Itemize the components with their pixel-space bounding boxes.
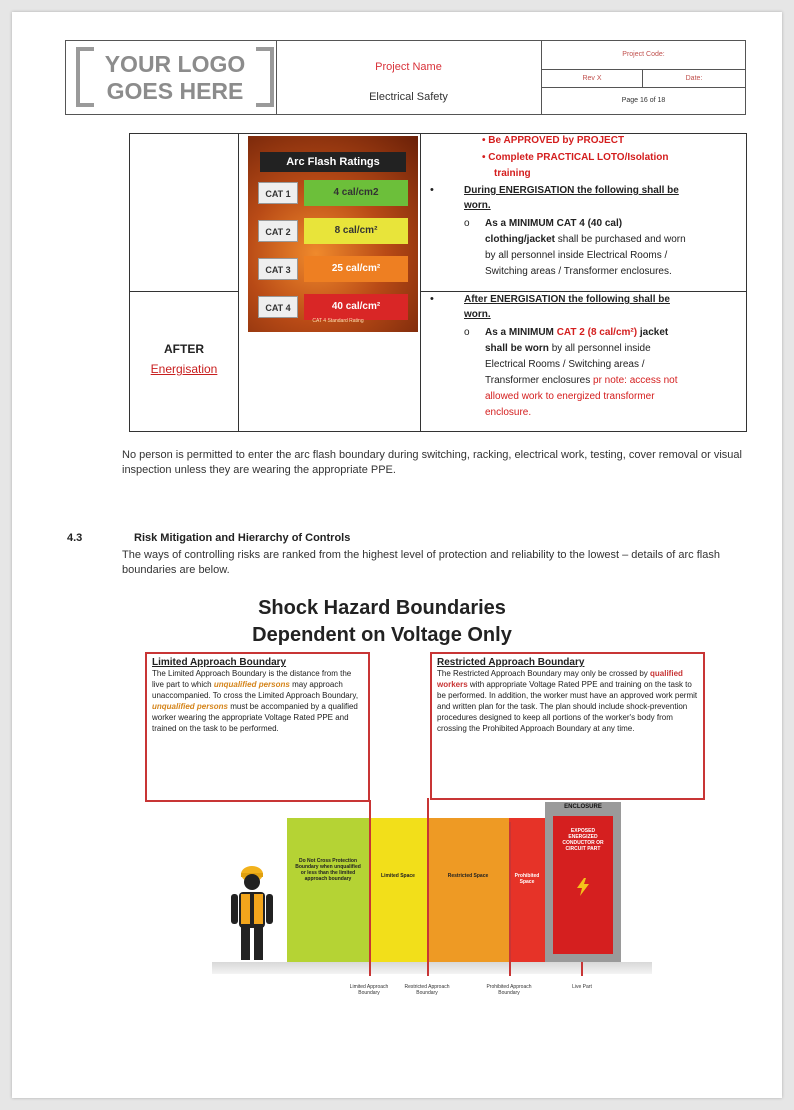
logo-cell: [66, 41, 277, 114]
during-item-line4: Switching areas / Transformer enclosures.: [485, 266, 672, 277]
arc-cat-value: 4 cal/cm2: [304, 180, 408, 206]
limited-text-1: The Limited Approach Boundary is the distance from the live part to which: [152, 669, 352, 689]
arc-flash-title: Arc Flash Ratings: [260, 152, 406, 172]
lightning-icon: [575, 878, 591, 896]
arc-cat-label: CAT 2: [258, 220, 298, 242]
restricted-approach-title: Restricted Approach Boundary: [437, 657, 585, 668]
foot-label-live-part: Live Part: [572, 984, 592, 990]
document-page: [12, 12, 782, 1098]
table-divider: [130, 291, 238, 292]
limited-unqualified-1: unqualified persons: [213, 680, 290, 689]
bullet-dot: •: [430, 184, 434, 196]
arc-cat-value: 8 cal/cm²: [304, 218, 408, 244]
restricted-approach-text: [437, 668, 698, 734]
after-energisation-label: [130, 339, 238, 379]
enclosure-label: ENCLOSURE: [564, 804, 602, 810]
foot-label-limited: Limited Approach Boundary: [349, 984, 389, 996]
bullet-text: Complete PRACTICAL LOTO/Isolation: [488, 152, 669, 163]
ppe-paragraph: No person is permitted to enter the arc flash boundary during switching, racking, electrical work, testing, cover removal or visual inspection unless they are wearing the appropriate PPE.: [122, 449, 742, 476]
table-divider: [420, 134, 421, 431]
project-name: Project Name: [375, 61, 442, 73]
during-item-bold: clothing/jacket: [485, 234, 556, 245]
limited-text-2: may approach unaccompanied. To cross the Limited Approach Boundary,: [152, 680, 359, 700]
after-heading-2: worn.: [464, 309, 491, 320]
zone-label: Limited Space: [381, 873, 415, 879]
list-marker: o: [464, 327, 470, 338]
zone-label: Prohibited Space: [514, 873, 540, 885]
after-item-line4: [485, 373, 678, 388]
date: Date:: [685, 75, 703, 82]
arc-cat-value: 40 cal/cm²: [304, 294, 408, 320]
arc-cat-label: CAT 1: [258, 182, 298, 204]
floor: [212, 962, 652, 974]
during-item-line2: [485, 232, 686, 247]
during-item-line1: [485, 216, 622, 231]
bullet-approved: • Be APPROVED by PROJECT: [482, 135, 625, 146]
energisation-label: Energisation: [150, 362, 218, 376]
section-body: The ways of controlling risks are ranked from the highest level of protection and reliability to the lowest – details of arc flash boundaries are below.: [122, 549, 720, 576]
after-item-line1: [485, 325, 668, 340]
restricted-text-1: The Restricted Approach Boundary may only be crossed by: [437, 669, 648, 678]
live-part-line: [581, 962, 583, 976]
section-title: Risk Mitigation and Hierarchy of Controls: [134, 532, 351, 544]
arc-cat-value: 25 cal/cm²: [304, 256, 408, 282]
during-item-line3: by all personnel inside Electrical Rooms /: [485, 250, 668, 261]
project-code: Project Code:: [542, 41, 745, 70]
after-item-line2: [485, 341, 651, 356]
bullet-training: training: [494, 168, 531, 179]
after-item-line4a: Transformer enclosures: [485, 375, 591, 386]
during-heading-2: worn.: [464, 200, 491, 211]
restricted-approach-box: [430, 652, 705, 800]
diagram-title-line1: Shock Hazard Boundaries: [258, 597, 506, 619]
limited-text-3: must be accompanied by a qualified worker wearing the appropriate Voltage Rated PPE and trained on the task to be performed.: [152, 702, 358, 733]
list-marker: o: [464, 218, 470, 229]
after-item-line3: Electrical Rooms / Switching areas /: [485, 359, 645, 370]
limited-approach-text: [152, 668, 363, 734]
prohibited-boundary-line: [509, 822, 511, 976]
diagram-title-line2: Dependent on Voltage Only: [252, 624, 512, 646]
zone-limited-space: [369, 818, 427, 968]
logo: [76, 47, 274, 107]
limited-approach-box: [145, 652, 370, 802]
document-subtitle: Electrical Safety: [369, 91, 448, 103]
bullet-loto: • Complete PRACTICAL LOTO/Isolation: [482, 152, 669, 163]
after-label: AFTER: [164, 342, 204, 356]
foot-label-restricted: Restricted Approach Boundary: [404, 984, 450, 996]
bullet-dot: •: [430, 293, 434, 305]
document-header: [65, 40, 746, 115]
restricted-boundary-line: [427, 798, 429, 976]
bullet-text: Be APPROVED by PROJECT: [488, 135, 625, 146]
limited-boundary-line: [369, 800, 371, 976]
limited-unqualified-2: unqualified persons: [152, 702, 229, 711]
foot-label-prohibited: Prohibited Approach Boundary: [486, 984, 532, 996]
during-item-rest: shall be purchased and worn: [557, 234, 686, 245]
arc-flash-footer: CAT 4 Standard Rating: [312, 318, 364, 324]
project-cell: [276, 41, 542, 114]
during-item-prefix: As a MINIMUM CAT 4 (40 cal): [485, 218, 623, 229]
enclosure-text: EXPOSED ENERGIZED CONDUCTOR OR CIRCUIT PART: [562, 828, 604, 852]
arc-cat-label: CAT 4: [258, 296, 298, 318]
logo-text: YOUR LOGO GOES HERE: [104, 51, 246, 104]
restricted-text-2: with appropriate Voltage Rated PPE and training on the task to be performed. In addition, the worker must have an approved work permit and written plan for the task. The plan should include shock-prevention procedures designed to keep all portions of the worker's body from crossing the Prohibited Approach Boundary at any time.: [437, 680, 698, 733]
revision-row: [542, 70, 745, 88]
zone-prohibited-space: [509, 818, 545, 968]
meta-cell: [542, 41, 745, 114]
enclosure-panel: [553, 816, 613, 954]
zone-do-not-cross: [287, 818, 369, 968]
after-item-note: pr note: access not: [593, 375, 678, 386]
table-divider: [238, 134, 239, 431]
section-number: 4.3: [67, 532, 83, 544]
after-item-jacket: jacket: [639, 327, 669, 338]
page-number: Page 16 of 18: [621, 97, 666, 104]
during-heading: During ENERGISATION the following shall be: [464, 185, 679, 196]
after-item-line5: allowed work to energized transformer: [485, 391, 655, 402]
after-heading: After ENERGISATION the following shall be: [464, 294, 670, 305]
ppe-table: [129, 133, 747, 432]
zone-label: Do Not Cross Protection Boundary when unqualified or less than the limited approach boundary: [295, 858, 361, 882]
arc-flash-ratings-graphic: [248, 136, 418, 332]
after-item-bold: shall be worn: [485, 343, 549, 354]
after-item-cat: CAT 2 (8 cal/cm²): [556, 327, 638, 338]
after-item-line6: enclosure.: [485, 407, 532, 418]
limited-approach-title: Limited Approach Boundary: [152, 657, 287, 668]
after-item-prefix: As a MINIMUM: [485, 327, 554, 338]
worker-figure-icon: [230, 860, 274, 964]
enclosure: [545, 802, 621, 968]
restricted-qualified: qualified workers: [437, 669, 683, 689]
revision: Rev X: [582, 75, 602, 82]
after-item-rest: by all personnel inside: [551, 343, 651, 354]
arc-cat-label: CAT 3: [258, 258, 298, 280]
zone-restricted-space: [427, 818, 509, 968]
zone-label: Restricted Space: [447, 873, 489, 879]
